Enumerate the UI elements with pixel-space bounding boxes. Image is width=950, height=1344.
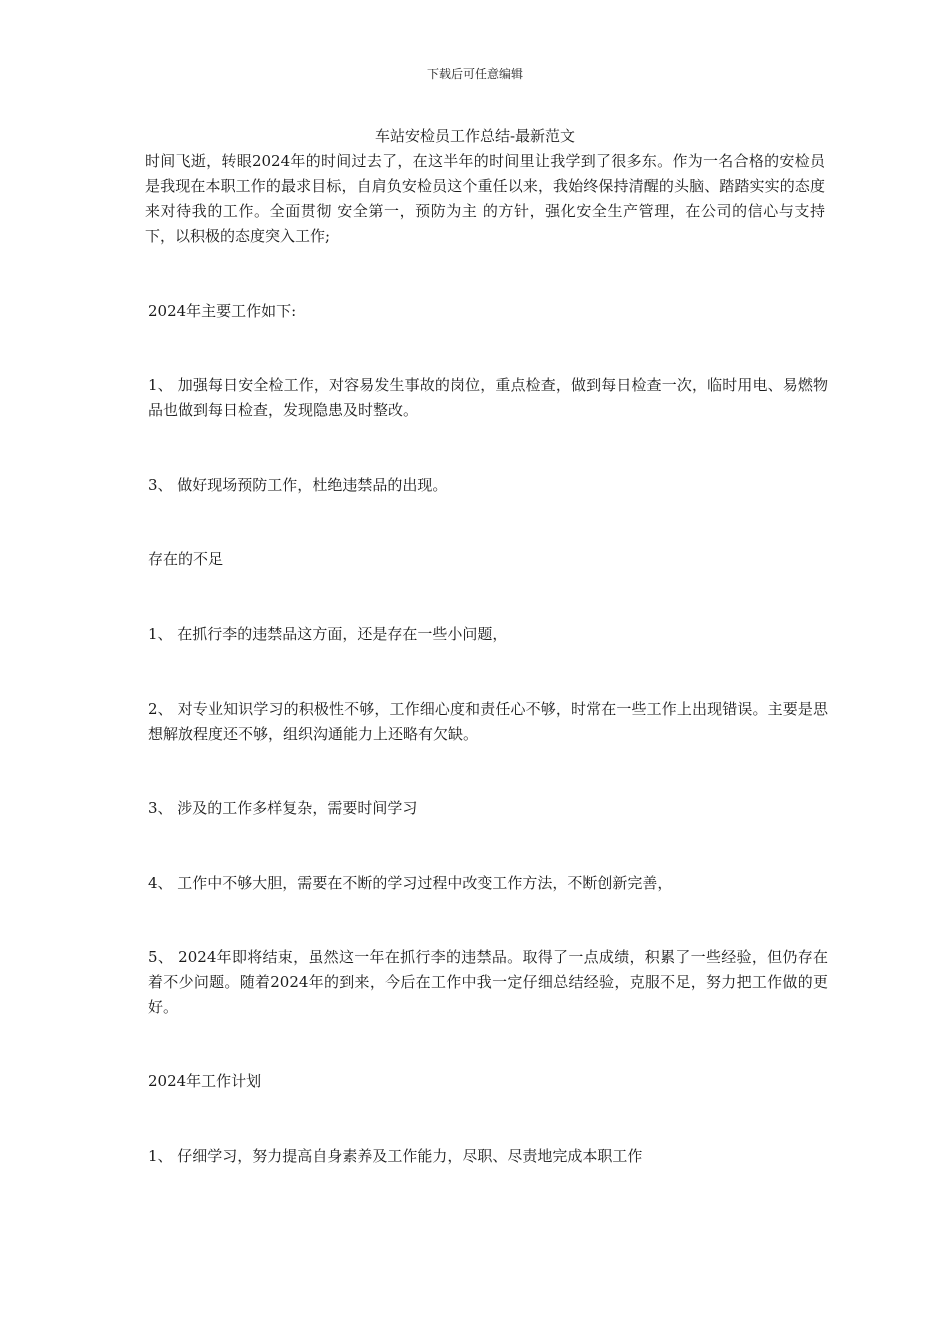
plan-heading: 2024年工作计划 bbox=[148, 1072, 262, 1090]
header-note: 下载后可任意编辑 bbox=[426, 67, 523, 81]
shortcoming-item-2: 2、 对专业知识学习的积极性不够，工作细心度和责任心不够，时常在一些工作上出现错误。主要是思想解放程度还不够，组织沟通能力上还略有欠缺。 bbox=[148, 700, 828, 743]
shortcoming-item-1: 1、 在抓行李的违禁品这方面，还是存在一些小问题， bbox=[148, 625, 508, 643]
document-title: 车站安检员工作总结-最新范文 bbox=[374, 127, 576, 145]
plan-item-1: 1、 仔细学习，努力提高自身素养及工作能力，尽职、尽责地完成本职工作 bbox=[148, 1147, 643, 1165]
shortcoming-item-3: 3、 涉及的工作多样复杂，需要时间学习 bbox=[148, 799, 418, 817]
main-work-heading: 2024年主要工作如下: bbox=[148, 302, 297, 320]
shortcomings-heading: 存在的不足 bbox=[148, 550, 224, 568]
shortcoming-item-4: 4、 工作中不够大胆，需要在不断的学习过程中改变工作方法，不断创新完善， bbox=[148, 874, 673, 892]
intro-paragraph: 时间飞逝，转眼2024年的时间过去了，在这半年的时间里让我学到了很多东。作为一名合格的安检员是我现在本职工作的最求目标，自肩负安检员这个重任以来，我始终保持清醒的头脑、踏踏实实的态度来对待我的工作。全面贯彻 安全第一，预防为主 的方针，强化安全生产管理，在公司的信心与支持下，以积极的态度突入工作; bbox=[145, 152, 825, 245]
work-item-1: 1、 加强每日安全检工作，对容易发生事故的岗位，重点检查，做到每日检查一次，临时用电、易燃物品也做到每日检查，发现隐患及时整改。 bbox=[148, 376, 828, 419]
shortcoming-item-5: 5、 2024年即将结束，虽然这一年在抓行李的违禁品。取得了一点成绩，积累了一些经验，但仍存在着不少问题。随着2024年的到来，今后在工作中我一定仔细总结经验，克服不足，努力把工作做的更好。 bbox=[148, 948, 828, 1016]
work-item-3: 3、 做好现场预防工作，杜绝违禁品的出现。 bbox=[148, 476, 448, 494]
